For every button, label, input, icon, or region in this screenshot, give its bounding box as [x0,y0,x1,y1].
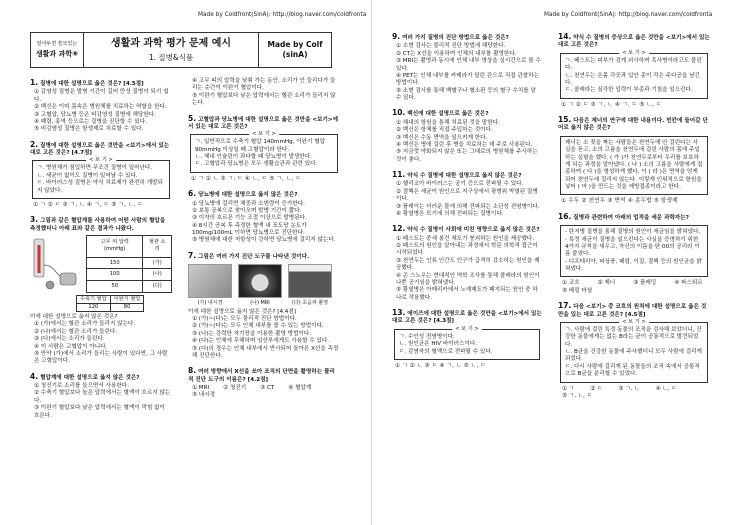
question-text: 질병에 대한 설명으로 옳은 것만을 <보기>에서 있는 대로 고른 것은? [4.7점] [30,142,170,156]
bogi-item: ㄱ. 수인성 전염병이다. [399,333,455,340]
option[interactable]: ④ 이 사람은 고혈압이 아니다. [34,343,108,350]
option[interactable]: ② 청진기 [223,385,247,392]
question-number: 12. [392,224,406,234]
question-7 [188,251,340,361]
bogi-item: ㄴ. 체내 인슐린이 과다할 때 당뇨병이 발생한다. [195,154,312,160]
left-page-col-2 [188,78,340,406]
header-left-small: 알아두면 쓸모있는 [36,41,78,48]
question-text: 약식 수 질병의 증상으로 옳은 것만을 <보기>에서 있는 대로 고른 것은? [558,35,710,49]
option[interactable]: ① ㄱ [562,385,575,392]
question-number: 15. [558,115,572,124]
endoscope-image [188,264,232,298]
option[interactable]: ④ 백신은 병에 걸린 후 병을 치료하는 데 주로 사용된다. [396,141,533,148]
question-text: 그림과 같은 혈압계를 사용하여 어떤 사람의 혈압을 측정했더니 아래 표와 같은 결과가 나왔다. [30,218,166,232]
question-number: 11. [392,170,406,179]
bogi-box [560,49,708,99]
option[interactable]: ② 페스트의 원인을 알아내는 과정에서 학문 의학적 접근이 시작되었다. [396,243,538,257]
table-row: 120 80 [77,304,144,312]
question-9 [392,32,542,102]
question-number: 6. [188,189,197,199]
table-header: 이완기 혈압 [110,296,144,304]
option[interactable]: ④ 폐렴, 홍역 등으로는 질병을 진단할 수 있다. [34,118,147,125]
option[interactable]: ③ 플레밍 [633,280,657,287]
question-text: 약식 수 질병에 대한 설명으로 옳지 않은 것은? [407,173,522,179]
option[interactable]: ② 백신은 항체를 직접 주입하는 것이다. [396,127,493,134]
bogi-box [560,318,708,383]
header-left-cell [31,33,84,67]
question-15 [558,115,710,206]
table-header: 혈관 소리 [143,236,172,258]
question-3 [30,215,172,365]
bogi-title: < 보 기 > [619,319,649,326]
table-row: 100 (나) [87,269,172,281]
option[interactable]: ① 헬리코아 바이러스는 궁기 증으로 전파될 수 있다. [396,181,524,188]
question-text: 혈압계에 대한 설명으로 옳지 않은 것은? [40,374,140,381]
option[interactable]: ④ 8시간 공복 후 측정한 혈액 내 포도당 농도가 100mg/100mL 이하면 당뇨병으로 진단한다. [192,222,307,236]
question-4 [30,372,172,420]
credit-right: Made by Coldfront(SinA): http://blog.naver.com/coldfronta [544,12,713,18]
option[interactable]: ③ CT [260,385,275,392]
mri-picture [238,264,282,307]
option[interactable]: ⑤ 황열병은 아메리카에서 노예제도가 폐지되는 원인 중 하나로 작용했다. [396,287,538,301]
option[interactable]: ② 보통 공복으로 찾아오며 발병 기간이 짧다. [192,207,302,214]
achievement-box [560,225,708,277]
option[interactable]: ③ 이자의 호르몬 기능 조절 이상으로 발병된다. [192,215,307,222]
option[interactable]: ⑤ 만약 (가)에서 소리가 들리는 사람이 있다면, 그 사람은 고혈압이다. [34,350,168,365]
question-number: 16. [558,211,572,221]
picture-caption: (나) MRI [250,300,270,307]
author-line-1: Made by Colf [267,40,323,50]
question-number: 10. [392,108,406,118]
answer-choices[interactable]: ① ㄱ ② ㄷ ③ ㄱ, ㄴ ④ ㄱ, ㄷ ⑤ ㄱ, ㄴ, ㄷ [33,201,144,208]
mri-image [238,264,282,298]
option[interactable]: ② CT는 X선을 이용하여 인체의 내부를 촬영한다. [396,50,517,57]
bogi-title: < 보 기 > [249,131,279,138]
bogi-item: ㄱ. 페스트는 피부가 검게 괴사하며 흑사병이라고도 불린다. [565,57,702,72]
option[interactable]: ③ 플레이는 더러운 물에 의해 전파되는 소단성 전염병이다. [396,203,540,210]
option[interactable]: ⑤ ㄱ, ㄴ, ㄷ [562,392,593,399]
bogi-item: ㄷ. 다시 사람에 걸리게 된 동물들의 조직 속에서 공통적으로 B균을 분리할 수 있었다. [565,363,700,378]
option[interactable]: ② (가)~(다)는 모두 인체 내부를 볼 수 있는 방법이다. [192,323,324,330]
page-subtitle: 1. 질병&식품 [148,52,194,62]
option[interactable]: ② (나)에서는 혈관 소리가 들린다. [34,328,118,335]
bogi-title: < 보 기 > [86,157,116,164]
bogi-item: ㄷ. 바이러스성 질병은 약식 치료제가 완전히 개발되지 않았다. [37,180,163,194]
option[interactable]: ④ 콘 스노우는 현대적인 역학 조사를 통해 콜레라의 원인이 나쁜 공기임을 밝혀냈다. [396,272,540,286]
answer-choices[interactable]: ① ㄱ ② ㄷ ③ ㄱ, ㄴ ④ ㄱ, ㄷ ⑤ ㄴ, ㄷ [561,101,662,108]
option[interactable]: ② 수축기 혈압보다 높은 압력에서는 혈액이 흐르지 않는다. [34,390,171,404]
ultrasound-picture [288,264,332,307]
question-text: 에이즈에 대한 설명으로 옳은 것만을 <보기>에서 있는 대로 고른 것은? [4.3점] [392,311,542,325]
option[interactable]: ① 청진기로 소리를 들으면서 사용한다. [34,383,129,389]
option[interactable]: ④ 파스퇴르 [674,280,703,287]
option[interactable]: ① (가)에서는 혈관 소리가 들리지 않는다. [34,321,136,328]
question-1 [30,78,172,134]
question-text: 다음 <보기> 중 코흐의 원칙에 대한 설명으로 옳은 것만을 있는 대로 고른 것은? [4.5점] [558,304,707,318]
achievement-item: - 특정 세균이 질병을 일으킨다는 사실을 증명하기 위한 4가지 규칙을 세우고, 자신의 이름을 딴 00의 공리라 이름 붙였다. [565,236,700,258]
table-row: 50 (다) [87,281,172,293]
option[interactable]: ① 감염성 질병은 발병 기간이 길어 만성 질병이 되기 쉽다. [34,89,169,103]
sphygmomanometer-illustration [30,235,82,293]
option[interactable]: ③ (나)는 강력한 자기장을 이용한 촬영 방법이다. [192,330,312,337]
option[interactable]: ③ ㄱ, ㄴ [618,385,640,392]
header-left-big: 생활과 과학⑨ [35,49,79,58]
right-page-col-1 [392,32,542,376]
question-5 [188,114,340,184]
question-11 [392,170,542,218]
bp-result-table [76,295,144,312]
question-14 [558,32,710,109]
bogi-item: ㄱ. 병원체가 침입하면 무조건 질병이 일어난다. [37,165,153,172]
bogi-title: < 보 기 > [619,50,649,57]
question-12 [392,224,542,302]
bogi-item: ㄷ. 콜레라는 심각한 입력이 부종과 기침을 일으킨다. [565,87,693,94]
option[interactable]: ③ MRI는 촬영과 동시에 인체 내부 영상을 실시간으로 볼 수 있다. [396,58,541,72]
option[interactable]: ① 소변 검사는 물리적 진단 방법에 해당한다. [396,43,506,50]
right-page-col-2 [558,32,710,406]
table-row: 150 (가) [87,257,172,269]
option[interactable]: ① 체내의 항원을 통해 치료된 것을 말한다. [396,119,500,126]
question-2 [30,140,172,210]
question-text: 질병에 대한 설명으로 옳은 것은? [4.5점] [40,81,144,87]
option[interactable]: ② ㄷ [590,385,603,392]
question-text: 백신에 대한 설명으로 옳은 것은? [407,111,489,118]
option[interactable]: ④ PET는 인체 내부를 카메라가 달린 관으로 직접 관찰하는 방법이다. [396,72,540,87]
option[interactable]: ② 제너 [597,280,616,287]
option[interactable]: ⑤ 병원체에 대한 저항성이 강하면 당뇨병에 걸리지 않는다. [192,237,336,244]
bogi-item: ㄴ. B균을 건강한 동물에 주사했더니 모두 사람에 걸리게 되었다. [565,349,702,363]
diagnostic-tools-images [188,264,340,307]
question-17 [558,301,710,400]
option[interactable]: ④ ㄴ, ㄷ [655,385,677,392]
achievement-item: - 탄저병 질병을 통해 질병의 원인이 세균임을 밝혀냈다. [565,229,701,236]
page-left [0,0,371,525]
option[interactable]: ⑤ 이완기 혈압보다 낮은 압력에서는 혈관 소리가 들리지 않는다. [192,92,336,107]
question-number: 8. [188,366,197,376]
question-text: 당뇨병에 대한 설명으로 옳지 않은 것은? [198,192,298,199]
option[interactable]: ③ 백신은 수동 면역을 일으키게 한다. [396,134,488,141]
question-text: 그림은 여러 가지 진단 도구를 나타낸 것이다. [198,253,310,260]
option[interactable]: ② 백신은 이미 몸속은 병원체를 치료하는 역할을 한다. [34,104,167,111]
answer-choices[interactable]: ① ㄱ ② ㄴ ③ ㄷ ④ ㄱ, ㄴ ⑤ ㄴ, ㄷ [395,362,487,369]
bogi-item: ㄴ. 세균이 없이도 질병이 일어날 수 있다. [37,172,138,179]
option[interactable]: ④ 혈압계 [288,385,312,392]
question-number: 3. [30,215,39,225]
option[interactable]: ④ 황열병은 모기에 의해 전파되는 질병이다. [396,210,504,217]
question-subtext: 이에 대한 설명으로 옳지 않은 것은? [4.4점] [188,308,296,315]
question-text: 여러 방향에서 X선을 쏘아 조직의 단면을 촬영하는 물리적 진단 도구의 이름은? [4.2점] [188,369,335,383]
option[interactable]: ① MRI [192,385,210,392]
option[interactable]: ① 페스트는 중세 봉건 체도가 붕괴하는 원인을 제공했다. [396,235,535,242]
table-header: 고무 띠 압력(mmHg) [87,236,143,258]
question-13 [392,308,542,370]
question-number: 9. [392,32,401,41]
exam-header [30,32,332,68]
option[interactable]: ④ 고무 띠의 압력을 낮춰 가는 동안, 소리가 안 들리다가 들리는 순간이 이완기 혈압이다. [192,78,336,92]
option[interactable]: ③ 이완기 혈압보다 낮은 압력에서는 혈액이 막힘 없이 흐른다. [34,405,165,419]
option[interactable]: ① 당뇨병에 걸리면 체중과 소변량이 증가한다. [192,200,305,207]
question-text: 여러 가지 질병의 진단 방법으로 옳은 것은? [402,35,509,41]
bogi-box [32,157,170,199]
bogi-title: < 보 기 > [452,326,482,333]
option[interactable]: ③ (다)에서는 소리가 들린다. [34,336,105,343]
question-subtext: 이에 대한 설명으로 옳지 않은 것은? [30,314,118,320]
picture-caption: (다) 초음파 촬영 [291,300,329,307]
table-header: 수축기 혈압 [77,296,111,304]
option[interactable]: ⑤ 소변 검사를 통해 백혈구나 혈소판 등의 혈구 수치를 알 수 있다. [396,87,536,101]
option[interactable]: ① 코흐 [562,280,580,287]
option[interactable]: ⑤ 지금껏 약화되지 않은 또는 그대로의 병원체를 주사하는 것이 좋다. [396,149,538,163]
question-number: 17. [558,301,572,311]
question-4-cont [188,78,340,108]
bogi-box [190,131,338,173]
ultrasound-image [288,264,332,298]
question-text: 고혈압과 당뇨병에 대한 설명으로 옳은 것만을 <보기>에서 있는 대로 고른 것은? [188,116,339,130]
option[interactable]: ⑤ 비감염성 질병은 항생제로 치료할 수 있다. [34,126,144,133]
answer-choices[interactable]: ① ㄱ ② ㄴ ③ ㄱ, ㄷ ④ ㄴ, ㄷ ⑤ ㄱ, ㄴ, ㄷ [191,175,302,182]
bogi-item: ㄱ. 일반적으로 수축기 혈압 140mmHg, 이완기 혈압 90mmHg 이상일 때 고혈압이라 한다. [195,139,326,153]
question-text: 약식 수 질병이 사회에 미친 영향으로 옳지 않은 것은? [407,227,540,234]
header-title-cell [84,33,259,67]
endoscope-picture [188,264,232,307]
option[interactable]: ④ (다)는 인체에 무해하며 임산부에게도 사용할 수 있다. [192,338,330,345]
option[interactable]: ⑤ 내시경 [192,392,216,399]
blood-pressure-icon [30,235,82,293]
bogi-item: ㄷ. 감염자의 혈액으로 전파될 수 있다. [399,348,493,355]
bogi-box [394,325,540,360]
left-page-col-1 [30,78,172,426]
pressure-sound-table [86,235,172,293]
page-right [372,0,743,525]
question-number: 1. [30,78,39,87]
question-number: 7. [188,250,197,260]
question-number: 14. [558,32,572,41]
achievement-item: - 디프테리아, 파상풍, 페렴, 이질, 결핵 등의 원인균을 밝혀냈다. [565,258,702,272]
option[interactable]: ① (가)~(다)는 모두 물리적 진단 방법이다. [192,316,297,323]
credit-left: Made by Coldfront(SinA): http://blog.naver.com/coldfronta [198,12,367,18]
question-8 [188,366,340,400]
bogi-item: ㄷ. 고혈압과 당뇨병은 모두 생활습관과 관련 있다. [195,161,318,168]
option[interactable]: ③ 천연두는 인류 인간도 인구가 급격히 감소하는 원인을 제공했다. [396,257,540,272]
question-16 [558,212,710,295]
question-6 [188,189,340,245]
header-author-cell [259,33,331,67]
bogi-item: ㄴ. 천연두는 온몸 각곳과 입안 종이 작은 주다공을 남긴다. [565,72,700,86]
bogi-item: ㄱ. 사람에 걸린 특정 동물의 조직을 검사해 보았더니, 건강한 동물에게는 없는 B라는 균이 공통적으로 발견되었다. [565,326,702,348]
author-line-2: (sinA) [282,50,308,59]
bogi-item: ㄴ. 원인균은 HIV 바이러스이다. [399,341,478,348]
answer-choices[interactable]: ① 우두 ② 천연두 ③ 면역 ④ 종두법 ⑤ 항생제 [561,198,678,205]
option[interactable]: ③ 고혈압, 당뇨병 등은 비감염성 질병에 해당한다. [34,111,156,118]
question-text: 다음은 제너의 연구에 대한 내용이다. 빈칸에 들어갈 단어로 옳지 않은 것은? [558,118,708,132]
question-10 [392,108,542,164]
question-number: 2. [30,139,39,149]
option[interactable]: ⑤ 베링 마셜 [562,287,593,294]
option[interactable]: ② 결핵은 세균이 원인으로 지구상에서 광범위 박멸된 질병이다. [396,188,538,203]
page-title: 생활과 과학 평가 문제 예시 [110,38,232,50]
passage-box: 제너는 소 젖을 짜는 사람들은 천연두에 안 걸린다는 사실을 듣고, 소의 고름을 천연두에 걸린 사람의 몸에 주입하는 실험을 했다. ( 가 )가 천연두로부터 우리를 보호하게 되는 과정을 알아냈다. ( 나 ) 소의 고름을 사람에게 접종하여 ( 다 )을 형성하게 했다. 이 ( 라 )은 면역을 얻게 되어 천연두에 걸리지 않는다. 이렇게 인위적으로 항원을 넣어 ( 마 )을 만드는 것을 예방접종이라고 한다. [560,136,708,196]
option[interactable]: ⑤ (다)의 경우는 인체 내부에서 반사되어 돌아온 X선을 측정해 진단한다. [192,345,339,359]
question-number: 4. [30,371,39,381]
question-number: 5. [188,113,197,123]
picture-caption: (가) 내시경 [197,300,223,307]
question-number: 13. [392,308,406,317]
question-text: 질병과 관련하여 아래의 업적을 세운 과학자는? [573,214,689,221]
